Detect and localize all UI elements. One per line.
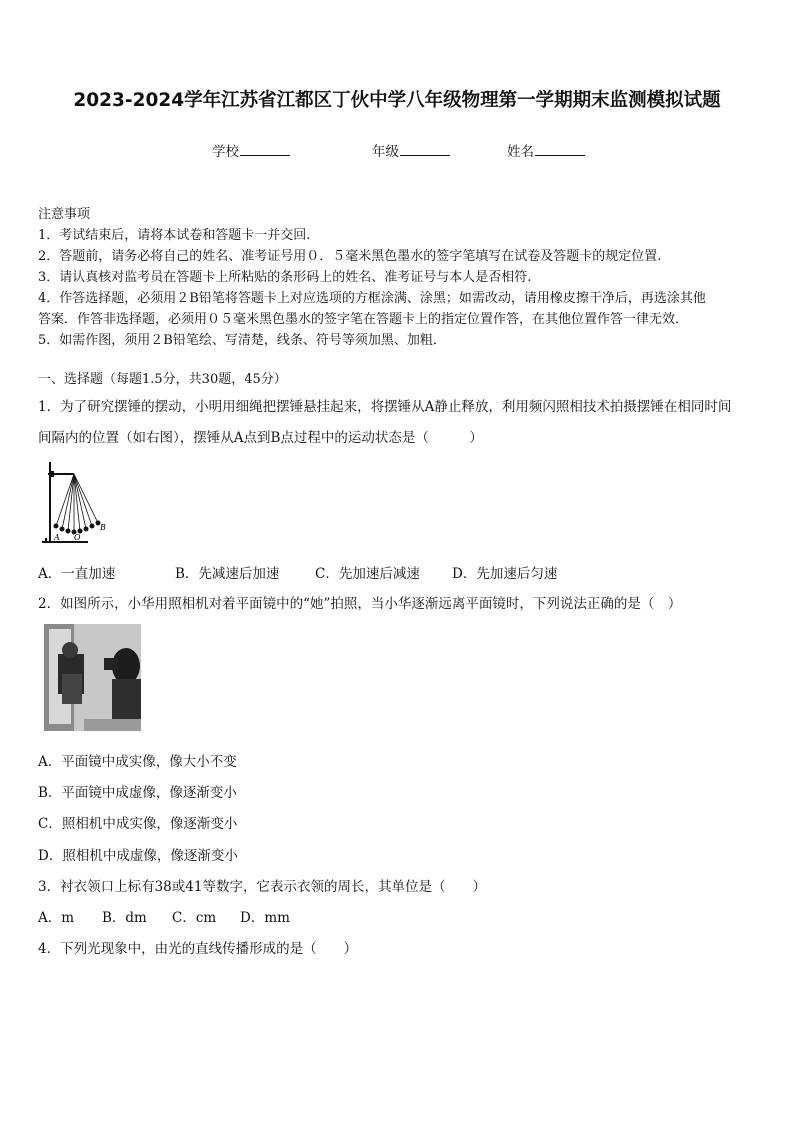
note-item: 5．如需作图，须用２B铅笔绘、写清楚，线条、符号等须加黑、加粗． [38, 333, 446, 348]
point-o-label: O [74, 533, 81, 542]
notes-heading: 注意事项 [38, 207, 91, 222]
question-2-option-d[interactable]: D．照相机中成虚像，像逐渐变小 [38, 848, 238, 864]
question-4-text: 4．下列光现象中，由光的直线传播形成的是（ ） [38, 941, 358, 957]
note-item: 1．考试结束后，请将本试卷和答题卡一并交回. [38, 228, 311, 243]
question-2-option-c[interactable]: C．照相机中成实像，像逐渐变小 [38, 816, 238, 832]
option-d[interactable]: D．mm [240, 910, 290, 926]
question-2-option-a[interactable]: A．平面镜中成实像，像大小不变 [38, 754, 237, 770]
pendulum-figure [38, 456, 118, 548]
grade-field[interactable]: 年级 [372, 140, 450, 160]
section-title: 一、选择题（每题1.5分，共30题，45分） [38, 372, 287, 387]
mirror-photo [44, 624, 141, 731]
note-item: 4．作答选择题，必须用２B铅笔将答题卡上对应选项的方框涂满、涂黑；如需改动，请用橡皮擦干净后，再选涂其他 [38, 291, 706, 306]
option-d[interactable]: D．先加速后匀速 [452, 566, 558, 582]
option-a[interactable]: A．m [38, 910, 75, 926]
point-a-label: A [54, 533, 60, 542]
point-b-label: B [100, 523, 106, 532]
option-c[interactable]: C．先加速后减速 [315, 566, 420, 582]
note-item: 3．请认真核对监考员在答题卡上所粘贴的条形码上的姓名、准考证号与本人是否相符. [38, 270, 532, 285]
question-3-options [38, 906, 290, 926]
question-3-text: 3．衬衣领口上标有38或41等数字，它表示衣领的周长，其单位是（ ） [38, 879, 486, 895]
name-field[interactable]: 姓名 [507, 140, 585, 160]
question-2-text: 2．如图所示，小华用照相机对着平面镜中的“她”拍照，当小华逐渐远离平面镜时，下列说法正确的是（ ） [38, 596, 682, 612]
option-a[interactable]: A．一直加速 [38, 566, 116, 582]
name-blank[interactable] [535, 142, 585, 156]
question-1-line-2: 间隔内的位置（如右图），摆锤从A点到B点过程中的运动状态是（ ） [38, 430, 483, 446]
note-item: 2．答题前，请务必将自己的姓名、准考证号用０．５毫米黑色墨水的签字笔填写在试卷及答题卡的规定位置. [38, 249, 662, 264]
question-2-option-b[interactable]: B．平面镜中成虚像，像逐渐变小 [38, 785, 237, 801]
grade-blank[interactable] [400, 142, 450, 156]
page-title: 2023-2024学年江苏省江都区丁伙中学八年级物理第一学期期末监测模拟试题 [73, 90, 721, 111]
school-blank[interactable] [240, 142, 290, 156]
option-b[interactable]: B．dm [102, 910, 147, 926]
question-1-options [38, 562, 557, 582]
option-c[interactable]: C．cm [172, 910, 217, 926]
school-field[interactable]: 学校 [212, 140, 290, 160]
option-b[interactable]: B．先减速后加速 [175, 566, 280, 582]
note-item: 答案．作答非选择题，必须用０５毫米黑色墨水的签字笔在答题卡上的指定位置作答，在其他位置作答一律无效． [38, 312, 689, 327]
question-1-line-1: 1．为了研究摆锤的摆动，小明用细绳把摆锤悬挂起来，将摆锤从A静止释放，利用频闪照相技术拍摄摆锤在相同时间 [38, 399, 732, 415]
